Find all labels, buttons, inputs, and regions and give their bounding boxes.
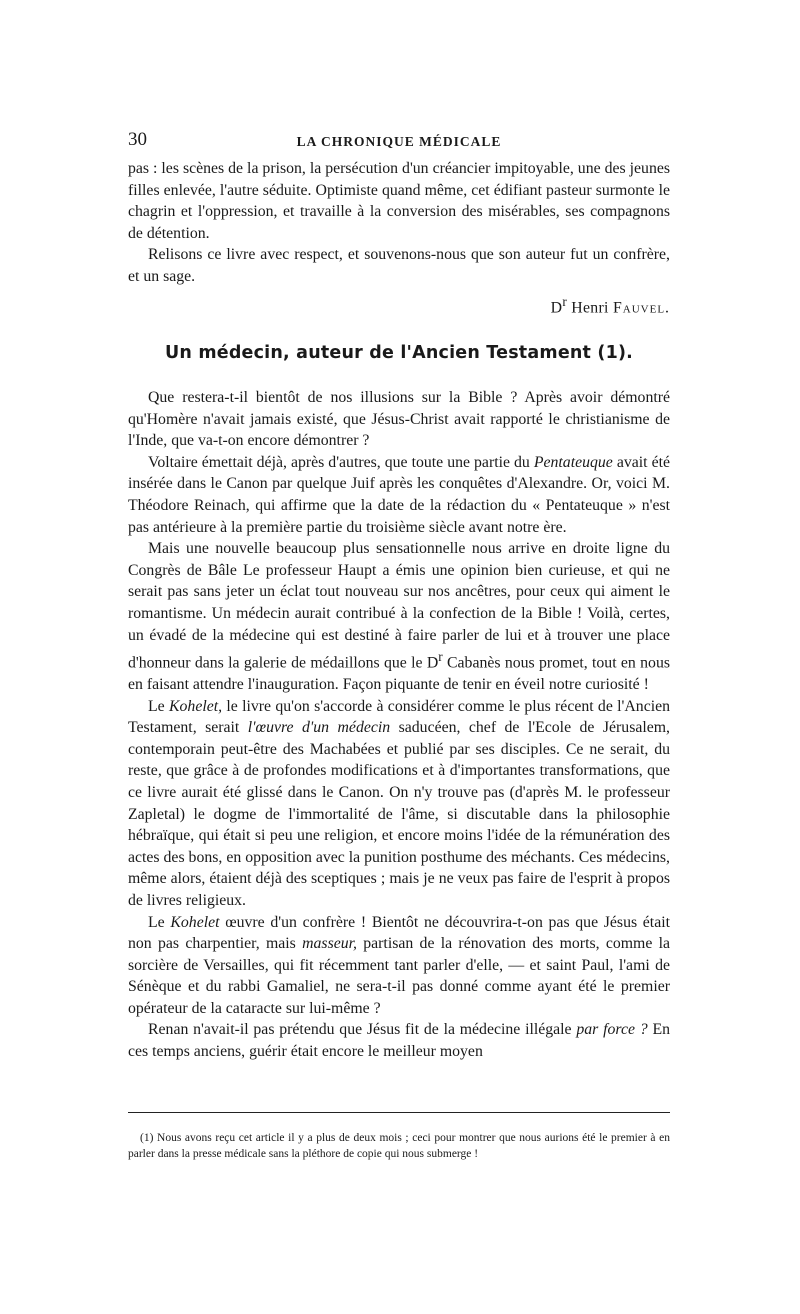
paragraph: Le Kohelet, le livre qu'on s'accorde à considérer comme le plus récent de l'Ancien Testament, serait l'œuvre d'un médecin saducéen, chef de l'Ecole de Jérusalem, contemporain peut-être des Machabées et publié par ses disciples. Ce ne serait, du reste, que grâce à de profondes modifications et à d'importantes transformations, que ce livre aurait été glissé dans le Canon. On n'y trouve pas (d'après M. le professeur Zapletal) le dogme de l'immortalité de l'âme, si discutable dans la philosophie hébraïque, qui était si peu une religion, et encore moins l'idée de la rémunération des actes des bons, en opposition avec la punition posthume des méchants. Ces médecins, même alors, étaient déjà des sceptiques ; mais je ne veux pas faire de l'esprit à propos de livres religieux. bbox=[128, 697, 671, 909]
article-title: Un médecin, auteur de l'Ancien Testament (1). bbox=[164, 343, 634, 363]
footnote: (1) Nous avons reçu cet article il y a plus de deux mois ; ceci pour montrer que nous aurions été le premier à en parler dans la presse médicale sans la pléthore de copie qui nous submerge ! bbox=[128, 1132, 670, 1160]
author-signature: $D^r$ Henri Fauvel. bbox=[550, 294, 670, 317]
paragraph: Le Kohelet œuvre d'un confrère ! Bientôt ne découvrira-t-on pas que Jésus était non pas charpentier, mais masseur, partisan de la rénovation des morts, comme la sorcière de Versailles, qui fit récemment tant parler d'elle, — et saint Paul, l'ami de Sénèque et du rabbi Gamaliel, ne sera-t-il pas donné comme ayant été le premier opérateur de la cataracte sur lui-même ? bbox=[128, 913, 671, 1017]
paragraph: Que restera-t-il bientôt de nos illusions sur la Bible ? Après avoir démontré qu'Homère n'avait jamais existé, que Jésus-Christ avait rapporté le christianisme de l'Inde, que va-t-on encore démontrer ? bbox=[128, 389, 670, 450]
paragraph: Mais une nouvelle beaucoup plus sensationnelle nous arrive en droite ligne du Congrès de Bâle Le professeur Haupt a émis une opinion bien curieuse, et qui ne serait pas sans jeter un éclat tout nouveau sur nos ancêtres, pour ceux qui aiment le romantisme. Un médecin aurait contribué à la confection de la Bible ! Voilà, certes, un évadé de la médecine qui est destiné à faire parler de lui et à trouver une place d'honneur dans la galerie de médaillons que le $D^r$ Cabanès nous promet, tout en nous en faisant attendre l'inauguration. Façon piquante de tenir en éveil notre curiosité ! bbox=[128, 540, 670, 693]
running-head: LA CHRONIQUE MÉDICALE bbox=[296, 134, 502, 149]
previous-article-ending bbox=[128, 158, 670, 288]
paragraph: Renan n'avait-il pas prétendu que Jésus fit de la médecine illégale par force ? En ces temps anciens, guérir était encore le meilleur moyen bbox=[128, 1021, 671, 1061]
paragraph: Voltaire émettait déjà, après d'autres, que toute une partie du Pentateuque avait été insérée dans le Canon par quelque Juif après les conquêtes d'Alexandre. Or, voici M. Théodore Reinach, qui affirme que la date de la rédaction du « Pentateuque » n'est pas antérieure à la première partie du troisième siècle avant notre ère. bbox=[128, 453, 670, 536]
article-body bbox=[128, 387, 670, 1063]
page-header bbox=[128, 131, 670, 153]
paragraph: Relisons ce livre avec respect, et souvenons-nous que son auteur fut un confrère, et un sage. bbox=[128, 246, 670, 285]
page-number: 30 bbox=[128, 129, 147, 150]
footnote-divider bbox=[128, 1112, 670, 1113]
paragraph: pas : les scènes de la prison, la persécution d'un créancier impitoyable, une des jeunes filles enlevée, l'autre séduite. Optimiste quand même, cet édifiant pasteur surmonte le chagrin et l'oppression, et travaille à la conversion des misérables, ses compagnons de détention. bbox=[128, 160, 670, 242]
